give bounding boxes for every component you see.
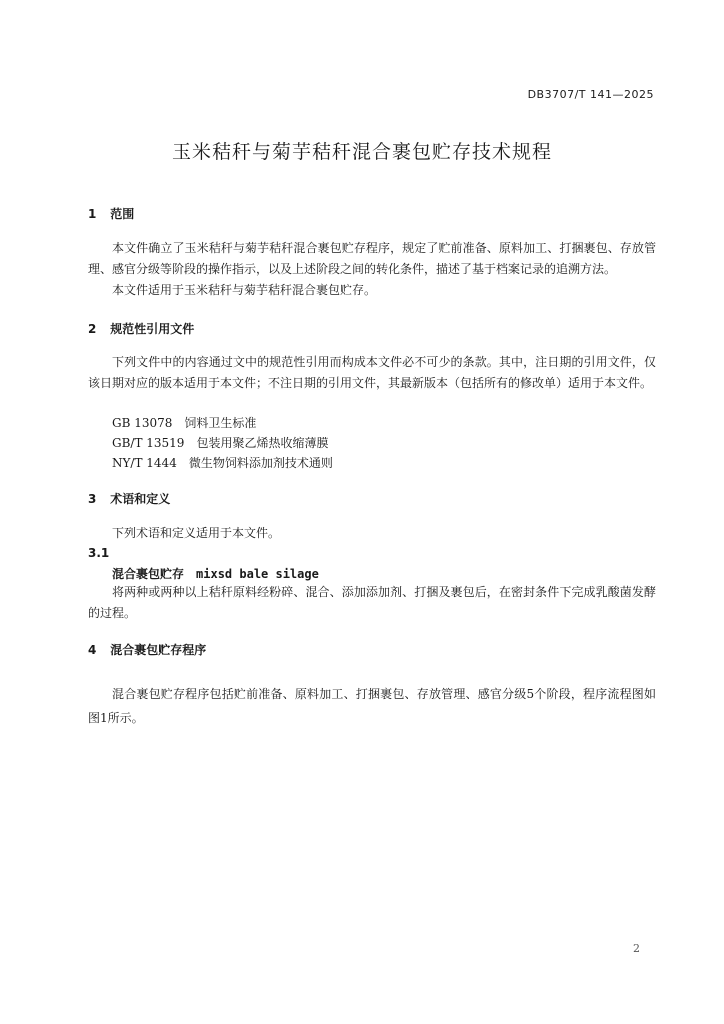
term-english: mixsd bale silage: [196, 567, 319, 581]
section-title: 术语和定义: [110, 492, 171, 506]
section-number: 3: [88, 492, 97, 506]
section-number: 4: [88, 643, 97, 657]
standard-number: DB3707/T 141—2025: [527, 88, 654, 101]
document-title: 玉米秸秆与菊芋秸秆混合裹包贮存技术规程: [171, 141, 552, 163]
reference-item: NY/T 1444 微生物饲料添加剂技术通则: [112, 456, 333, 470]
section-3-paragraph-1: 下列术语和定义适用于本文件。: [112, 526, 281, 540]
reference-item: GB 13078 饲料卫生标准: [112, 416, 257, 430]
term-chinese: 混合裹包贮存: [112, 567, 185, 581]
section-4-paragraph-1: 混合裹包贮存程序包括贮前准备、原料加工、打捆裹包、存放管理、感官分级5个阶段，程序流程图如图1所示。: [88, 687, 656, 725]
section-2-paragraph-1: 下列文件中的内容通过文中的规范性引用而构成本文件必不可少的条款。其中，注日期的引用文件，仅该日期对应的版本适用于本文件；不注日期的引用文件，其最新版本（包括所有的修改单）适用于本文件。: [88, 355, 656, 390]
reference-item: GB/T 13519 包装用聚乙烯热收缩薄膜: [112, 436, 329, 450]
section-1-paragraph-2: 本文件适用于玉米秸秆与菊芋秸秆混合裹包贮存。: [112, 283, 377, 297]
section-1-heading: [88, 205, 134, 222]
page-number: 2: [633, 942, 640, 955]
section-title: 混合裹包贮存程序: [110, 643, 207, 657]
term-entry: [112, 565, 319, 582]
section-title: 范围: [110, 207, 135, 221]
section-2-heading: [88, 320, 194, 337]
section-title: 规范性引用文件: [110, 322, 195, 336]
section-number: 1: [88, 207, 97, 221]
section-1-paragraph-1: 本文件确立了玉米秸秆与菊芋秸秆混合裹包贮存程序，规定了贮前准备、原料加工、打捆裹包、存放管理、感官分级等阶段的操作指示，以及上述阶段之间的转化条件，描述了基于档案记录的追溯方法。: [88, 241, 656, 276]
term-definition: 将两种或两种以上秸秆原料经粉碎、混合、添加添加剂、打捆及裹包后，在密封条件下完成乳酸菌发酵的过程。: [88, 585, 656, 620]
term-number: 3.1: [88, 546, 110, 560]
section-4-heading: [88, 641, 206, 658]
section-number: 2: [88, 322, 97, 336]
section-3-heading: [88, 490, 170, 507]
